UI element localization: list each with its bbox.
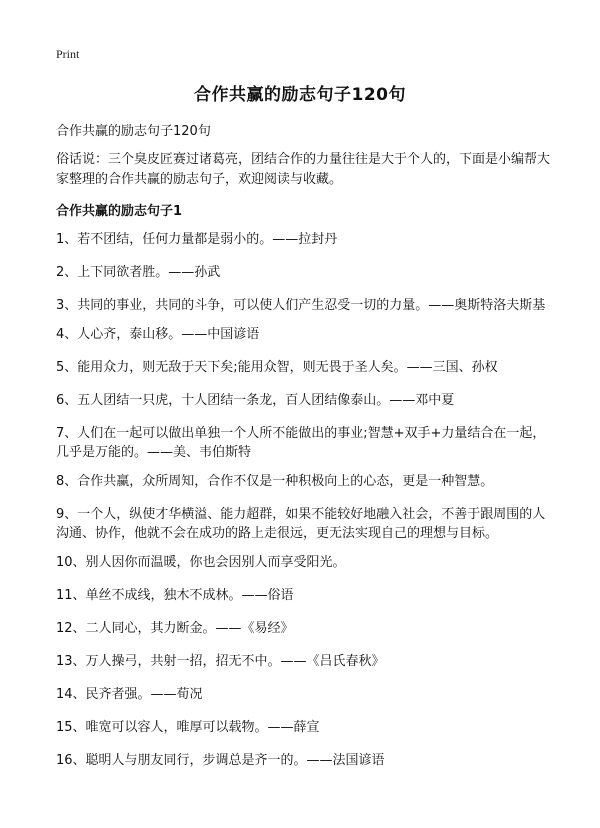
quote-item: 4、人心齐，泰山移。——中国谚语: [56, 327, 260, 342]
document-subtitle: 合作共赢的励志句子120句: [56, 124, 211, 139]
quote-item: 14、民齐者强。——荀况: [56, 687, 203, 702]
quote-item: 9、一个人，纵使才华横溢、能力超群，如果不能较好地融入社会，不善于跟周围的人沟通、协作，他就不会在成功的路上走很远，更无法实现自己的理想与目标。: [56, 507, 546, 541]
quote-item: 16、聪明人与朋友同行，步调总是齐一的。——法国谚语: [56, 753, 385, 768]
document-title: 合作共赢的励志句子120句: [194, 85, 406, 105]
quote-item: 5、能用众力，则无敌于天下矣;能用众智，则无畏于圣人矣。——三国、孙权: [56, 360, 498, 375]
quote-item: 7、人们在一起可以做出单独一个人所不能做出的事业;智慧+双手+力量结合在一起，几乎是万能的。——美、韦伯斯特: [56, 426, 546, 460]
quote-item: 15、唯宽可以容人，唯厚可以载物。——薛宣: [56, 720, 320, 735]
quote-item: 3、共同的事业，共同的斗争，可以使人们产生忍受一切的力量。——奥斯特洛夫斯基: [56, 298, 546, 313]
section-heading: 合作共赢的励志句子1: [56, 204, 183, 219]
quote-item: 8、合作共赢，众所周知，合作不仅是一种积极向上的心态，更是一种智慧。: [56, 474, 494, 489]
quote-item: 12、二人同心，其力断金。——《易经》: [56, 621, 294, 636]
print-link[interactable]: Print: [56, 47, 80, 61]
quote-item: 6、五人团结一只虎，十人团结一条龙，百人团结像泰山。——邓中夏: [56, 393, 455, 408]
quote-item: 1、若不团结，任何力量都是弱小的。——拉封丹: [56, 232, 338, 247]
quote-item: 13、万人操弓，共射一招，招无不中。——《吕氏春秋》: [56, 654, 385, 669]
quote-item: 10、别人因你而温暖，你也会因别人而享受阳光。: [56, 555, 346, 570]
quote-item: 11、单丝不成线，独木不成林。——俗语: [56, 588, 294, 603]
intro-paragraph: 俗话说：三个臭皮匠赛过诸葛亮，团结合作的力量往往是大于个人的，下面是小编帮大家整理的合作共赢的励志句子，欢迎阅读与收藏。: [56, 152, 551, 187]
quote-list: [56, 230, 550, 784]
quote-item: 2、上下同欲者胜。——孙武: [56, 265, 221, 280]
